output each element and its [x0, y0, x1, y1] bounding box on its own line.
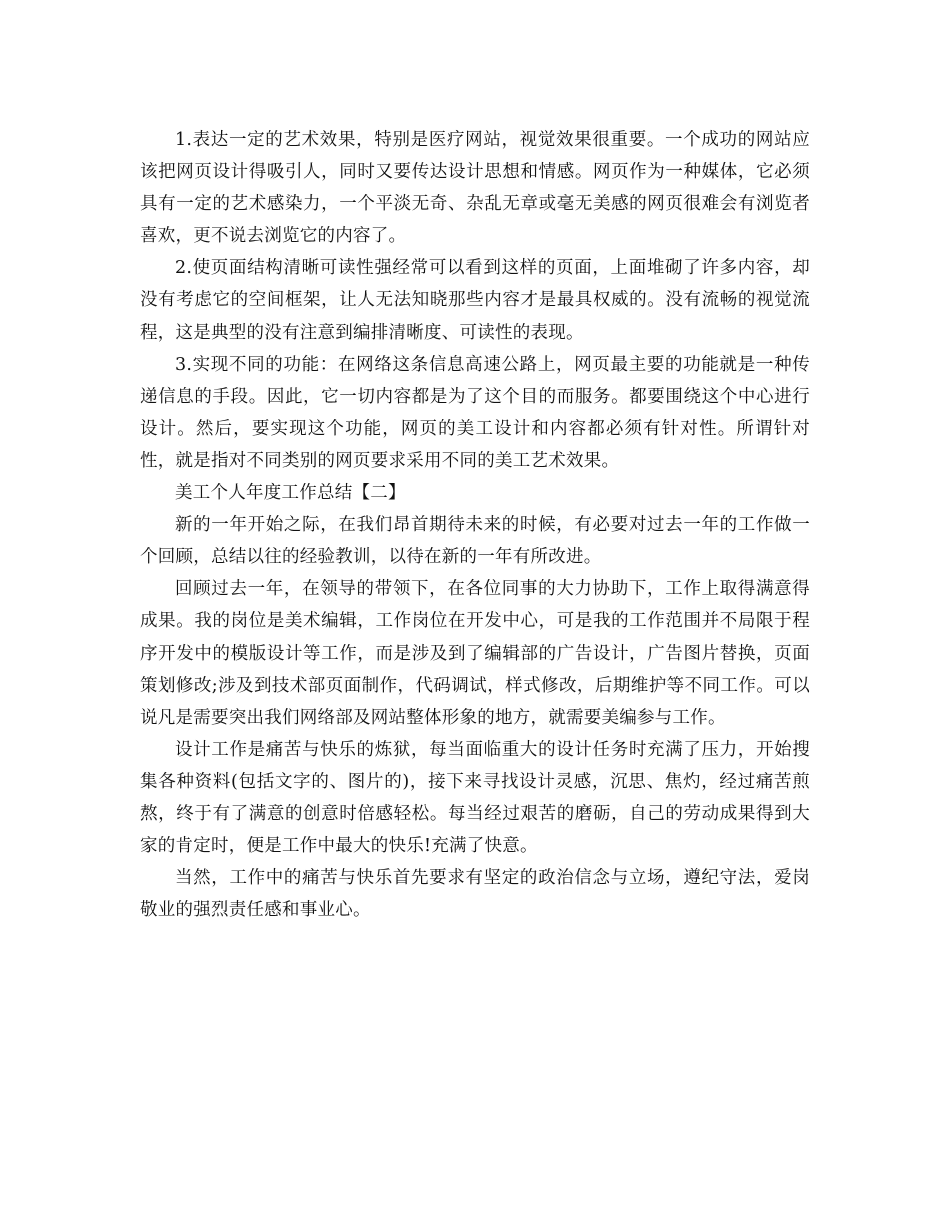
paragraph-6: 设计工作是痛苦与快乐的炼狱，每当面临重大的设计任务时充满了压力，开始搜集各种资料(包括文字的、图片的)，接下来寻找设计灵感，沉思、焦灼，经过痛苦煎熬，终于有了满意的创意时倍感轻松。每当经过艰苦的磨砺，自己的劳动成果得到大家的肯定时，便是工作中最大的快乐!充满了快意。 [140, 739, 810, 857]
section-heading: 美工个人年度工作总结【二】 [175, 483, 406, 504]
paragraph-3: 3.实现不同的功能：在网络这条信息高速公路上，网页最主要的功能就是一种传递信息的手段。因此，它一切内容都是为了这个目的而服务。都要围绕这个中心进行设计。然后，要实现这个功能，网页的美工设计和内容都必须有针对性。所谓针对性，就是指对不同类别的网页要求采用不同的美工艺术效果。 [140, 354, 810, 471]
document-body [140, 124, 810, 926]
paragraph-1: 1.表达一定的艺术效果，特别是医疗网站，视觉效果很重要。一个成功的网站应该把网页设计得吸引人，同时又要传达设计思想和情感。网页作为一种媒体，它必须具有一定的艺术感染力，一个平淡无奇、杂乱无章或毫无美感的网页很难会有浏览者喜欢，更不说去浏览它的内容了。 [140, 130, 810, 247]
paragraph-2: 2.使页面结构清晰可读性强经常可以看到这样的页面，上面堆砌了许多内容，却没有考虑它的空间框架，让人无法知晓那些内容才是最具权威的。没有流畅的视觉流程，这是典型的没有注意到编排清晰度、可读性的表现。 [140, 258, 810, 343]
paragraph-4: 新的一年开始之际，在我们昂首期待未来的时候，有必要对过去一年的工作做一个回顾，总结以往的经验教训，以待在新的一年有所改进。 [140, 515, 810, 568]
paragraph-5: 回顾过去一年，在领导的带领下，在各位同事的大力协助下，工作上取得满意得成果。我的岗位是美术编辑，工作岗位在开发中心，可是我的工作范围并不局限于程序开发中的模版设计等工作，而是涉及到了编辑部的广告设计，广告图片替换，页面策划修改;涉及到技术部页面制作，代码调试，样式修改，后期维护等不同工作。可以说凡是需要突出我们网络部及网站整体形象的地方，就需要美编参与工作。 [140, 579, 810, 728]
paragraph-7: 当然，工作中的痛苦与快乐首先要求有坚定的政治信念与立场，遵纪守法，爱岗敬业的强烈责任感和事业心。 [140, 868, 810, 921]
